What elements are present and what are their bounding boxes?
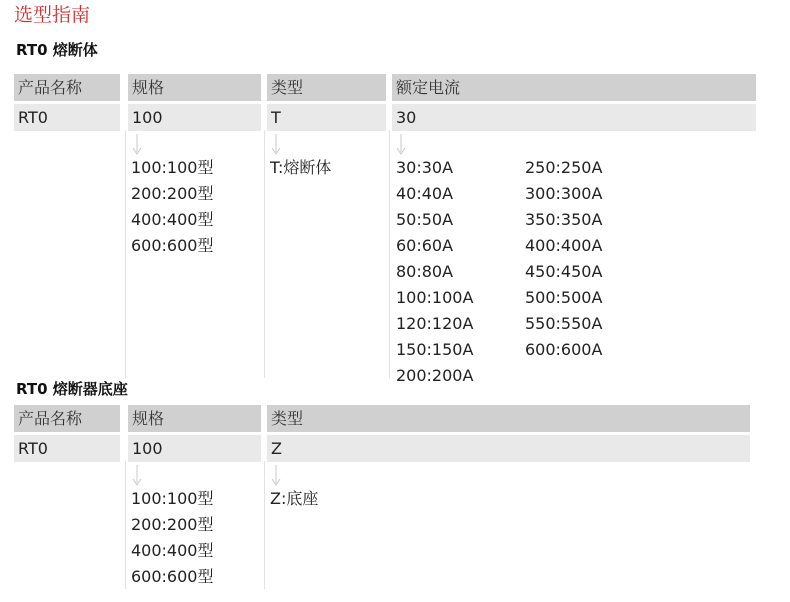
list-item: 250:250A [525,158,603,177]
guide-line [125,461,126,589]
list-item: 350:350A [525,210,603,229]
current-options-list-2 [525,155,602,363]
column-header-type: 类型 [267,405,750,432]
list-item: 200:200A [396,366,474,385]
down-arrow-icon [396,134,406,156]
type-options-list [270,486,318,512]
list-item: 400:400型 [131,210,214,229]
type-options-list [270,155,331,181]
list-item: 50:50A [396,210,454,229]
guide-line [125,130,126,378]
value-spec: 100 [128,104,261,131]
list-item: 120:120A [396,314,474,333]
value-type: Z [267,435,750,462]
list-item: 100:100型 [131,158,214,177]
down-arrow-icon [271,134,281,156]
column-header-product-name: 产品名称 [14,74,120,101]
down-arrow-icon [132,465,142,487]
value-product-name: RT0 [14,435,120,462]
current-options-list [396,155,473,389]
value-spec: 100 [128,435,261,462]
down-arrow-icon [271,465,281,487]
list-item: 500:500A [525,288,603,307]
spec-options-list [131,486,213,590]
list-item: 200:200型 [131,515,214,534]
list-item: 80:80A [396,262,454,281]
list-item: 150:150A [396,340,474,359]
list-item: 30:30A [396,158,454,177]
list-item: 400:400型 [131,541,214,560]
list-item: 300:300A [525,184,603,203]
list-item: 600:600型 [131,236,214,255]
list-item: 600:600型 [131,567,214,586]
guide-line [264,461,265,589]
spec-options-list [131,155,213,259]
section-title-fuse: RT0 熔断体 [16,41,98,59]
guide-line [389,130,390,378]
section-title-base: RT0 熔断器底座 [16,380,128,398]
list-item: 100:100A [396,288,474,307]
down-arrow-icon [132,134,142,156]
column-header-product-name: 产品名称 [14,405,120,432]
value-product-name: RT0 [14,104,120,131]
value-rated-current: 30 [392,104,756,131]
value-type: T [267,104,386,131]
list-item: 60:60A [396,236,454,255]
list-item: 400:400A [525,236,603,255]
page-title: 选型指南 [14,4,91,26]
list-item: 100:100型 [131,489,214,508]
list-item: Z:底座 [270,489,319,508]
list-item: 550:550A [525,314,603,333]
list-item: 600:600A [525,340,603,359]
list-item: 450:450A [525,262,603,281]
list-item: 40:40A [396,184,454,203]
list-item: 200:200型 [131,184,214,203]
column-header-type: 类型 [267,74,386,101]
column-header-spec: 规格 [128,74,261,101]
guide-line [264,130,265,378]
column-header-spec: 规格 [128,405,261,432]
column-header-rated-current: 额定电流 [392,74,756,101]
list-item: T:熔断体 [270,158,332,177]
